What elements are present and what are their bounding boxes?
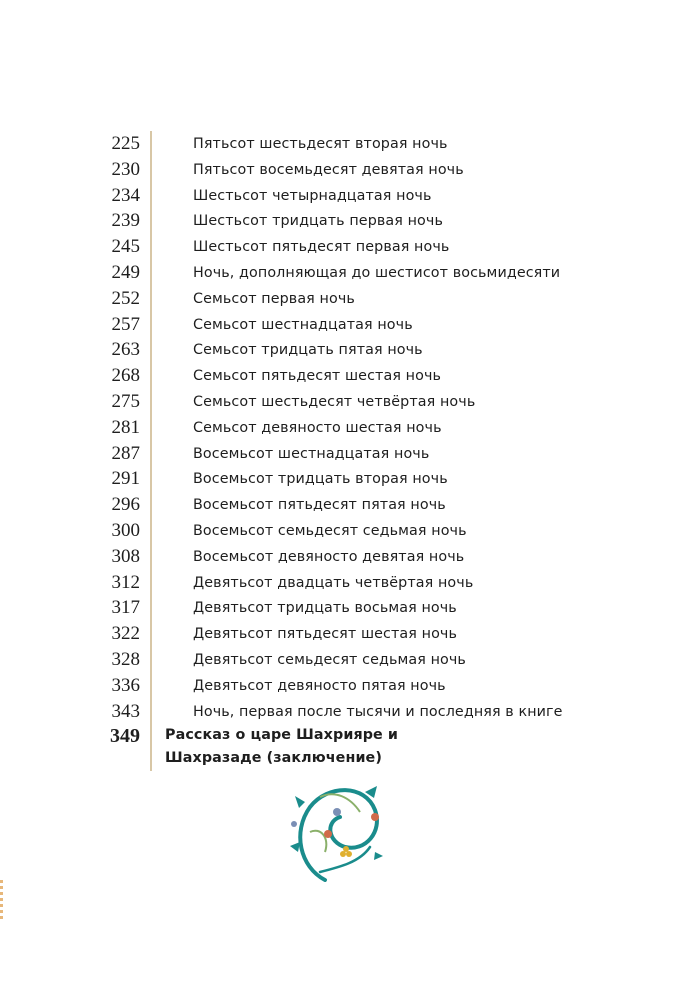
toc-entry-title: Девятьсот девяносто пятая ночь bbox=[193, 677, 446, 694]
toc-entry[interactable] bbox=[0, 416, 682, 440]
toc-page-number: 245 bbox=[111, 236, 140, 258]
toc-entry[interactable] bbox=[0, 390, 682, 414]
toc-entry-title: Семьсот девяносто шестая ночь bbox=[193, 419, 442, 436]
toc-entry-title: Девятьсот пятьдесят шестая ночь bbox=[193, 626, 457, 643]
toc-entry-title: Семьсот первая ночь bbox=[193, 290, 355, 307]
toc-entry[interactable] bbox=[0, 648, 682, 672]
toc-page-number: 252 bbox=[111, 287, 140, 309]
toc-page-number: 296 bbox=[111, 494, 140, 516]
toc-entry[interactable] bbox=[0, 132, 682, 156]
toc-entry[interactable] bbox=[0, 287, 682, 311]
toc-page-number: 263 bbox=[111, 339, 140, 361]
toc-entry[interactable] bbox=[0, 467, 682, 491]
toc-entry[interactable] bbox=[0, 622, 682, 646]
toc-page-number: 225 bbox=[111, 133, 140, 154]
toc-page-number: 275 bbox=[111, 391, 140, 412]
toc-entry[interactable] bbox=[0, 674, 682, 698]
toc-page-number: 317 bbox=[111, 597, 140, 619]
toc-entry[interactable] bbox=[0, 338, 682, 362]
toc-entry[interactable] bbox=[0, 364, 682, 388]
toc-page-number: 343 bbox=[111, 700, 140, 722]
toc-page-number: 328 bbox=[111, 649, 140, 670]
toc-entry-final[interactable] bbox=[0, 724, 682, 767]
toc-entry-title: Семьсот шестьдесят четвёртая ночь bbox=[193, 394, 476, 410]
toc-page-number: 322 bbox=[111, 623, 140, 645]
toc-page-number: 291 bbox=[111, 468, 140, 490]
toc-page-number: 249 bbox=[111, 262, 140, 283]
toc-page-number: 257 bbox=[111, 313, 140, 335]
toc-entry-title: Девятьсот двадцать четвёртая ночь bbox=[193, 574, 474, 591]
toc-entry-title: Восемьсот пятьдесят пятая ночь bbox=[193, 497, 446, 514]
toc-page-number: 239 bbox=[111, 210, 140, 232]
toc-entry[interactable] bbox=[0, 209, 682, 233]
toc-entry-title: Пятьсот шестьдесят вторая ночь bbox=[193, 136, 448, 152]
toc-entry-title: Восемьсот шестнадцатая ночь bbox=[193, 445, 430, 462]
toc-entry[interactable] bbox=[0, 313, 682, 337]
toc-entry-title: Семьсот пятьдесят шестая ночь bbox=[193, 368, 442, 385]
toc-page-number: 230 bbox=[111, 158, 140, 180]
toc-entry-title: Девятьсот тридцать восьмая ночь bbox=[193, 600, 457, 617]
toc-entry[interactable] bbox=[0, 261, 682, 285]
toc-entry-title: Шестьсот тридцать первая ночь bbox=[193, 213, 443, 230]
toc-entry-title: Семьсот тридцать пятая ночь bbox=[193, 342, 423, 359]
toc-entry-title: Девятьсот семьдесят седьмая ночь bbox=[193, 652, 466, 668]
toc-entry-title: Восемьсот тридцать вторая ночь bbox=[193, 471, 448, 488]
toc-entry[interactable] bbox=[0, 545, 682, 569]
toc-page-number: 308 bbox=[111, 545, 140, 567]
page-edge-mark bbox=[0, 880, 3, 920]
toc-entry[interactable] bbox=[0, 596, 682, 620]
toc-entry-title: Шестьсот четырнадцатая ночь bbox=[193, 187, 432, 204]
floral-ornament-icon bbox=[280, 772, 390, 882]
toc-page-number: 349 bbox=[110, 725, 140, 748]
toc-entry[interactable] bbox=[0, 700, 682, 724]
toc-entry-title: Ночь, первая после тысячи и последняя в книге bbox=[193, 703, 563, 720]
toc-page-number: 281 bbox=[111, 416, 140, 438]
toc-entry[interactable] bbox=[0, 519, 682, 543]
toc-entry[interactable] bbox=[0, 442, 682, 466]
toc-entry[interactable] bbox=[0, 493, 682, 517]
toc-entry-title: Шестьсот пятьдесят первая ночь bbox=[193, 239, 450, 256]
toc-page-number: 336 bbox=[111, 674, 140, 696]
toc-page-number: 268 bbox=[111, 365, 140, 387]
toc-entry-title: Восемьсот девяносто девятая ночь bbox=[193, 548, 465, 565]
toc-entry-title: Пятьсот восемьдесят девятая ночь bbox=[193, 161, 464, 178]
toc-entry[interactable] bbox=[0, 235, 682, 259]
toc-page-number: 312 bbox=[111, 571, 140, 593]
toc-page-number: 287 bbox=[111, 442, 140, 464]
toc-entry[interactable] bbox=[0, 158, 682, 182]
toc-entry[interactable] bbox=[0, 571, 682, 595]
toc-entry-title: Восемьсот семьдесят седьмая ночь bbox=[193, 523, 467, 539]
toc-page-number: 300 bbox=[111, 520, 140, 541]
toc-entry-title: Ночь, дополняющая до шестисот восьмидесяти bbox=[193, 265, 561, 281]
toc-entry[interactable] bbox=[0, 184, 682, 208]
toc-entry-title: Семьсот шестнадцатая ночь bbox=[193, 316, 413, 333]
toc-entry-title: Рассказ о царе Шахрияре и Шахразаде (заключение) bbox=[165, 727, 399, 767]
toc-page-number: 234 bbox=[111, 184, 140, 206]
